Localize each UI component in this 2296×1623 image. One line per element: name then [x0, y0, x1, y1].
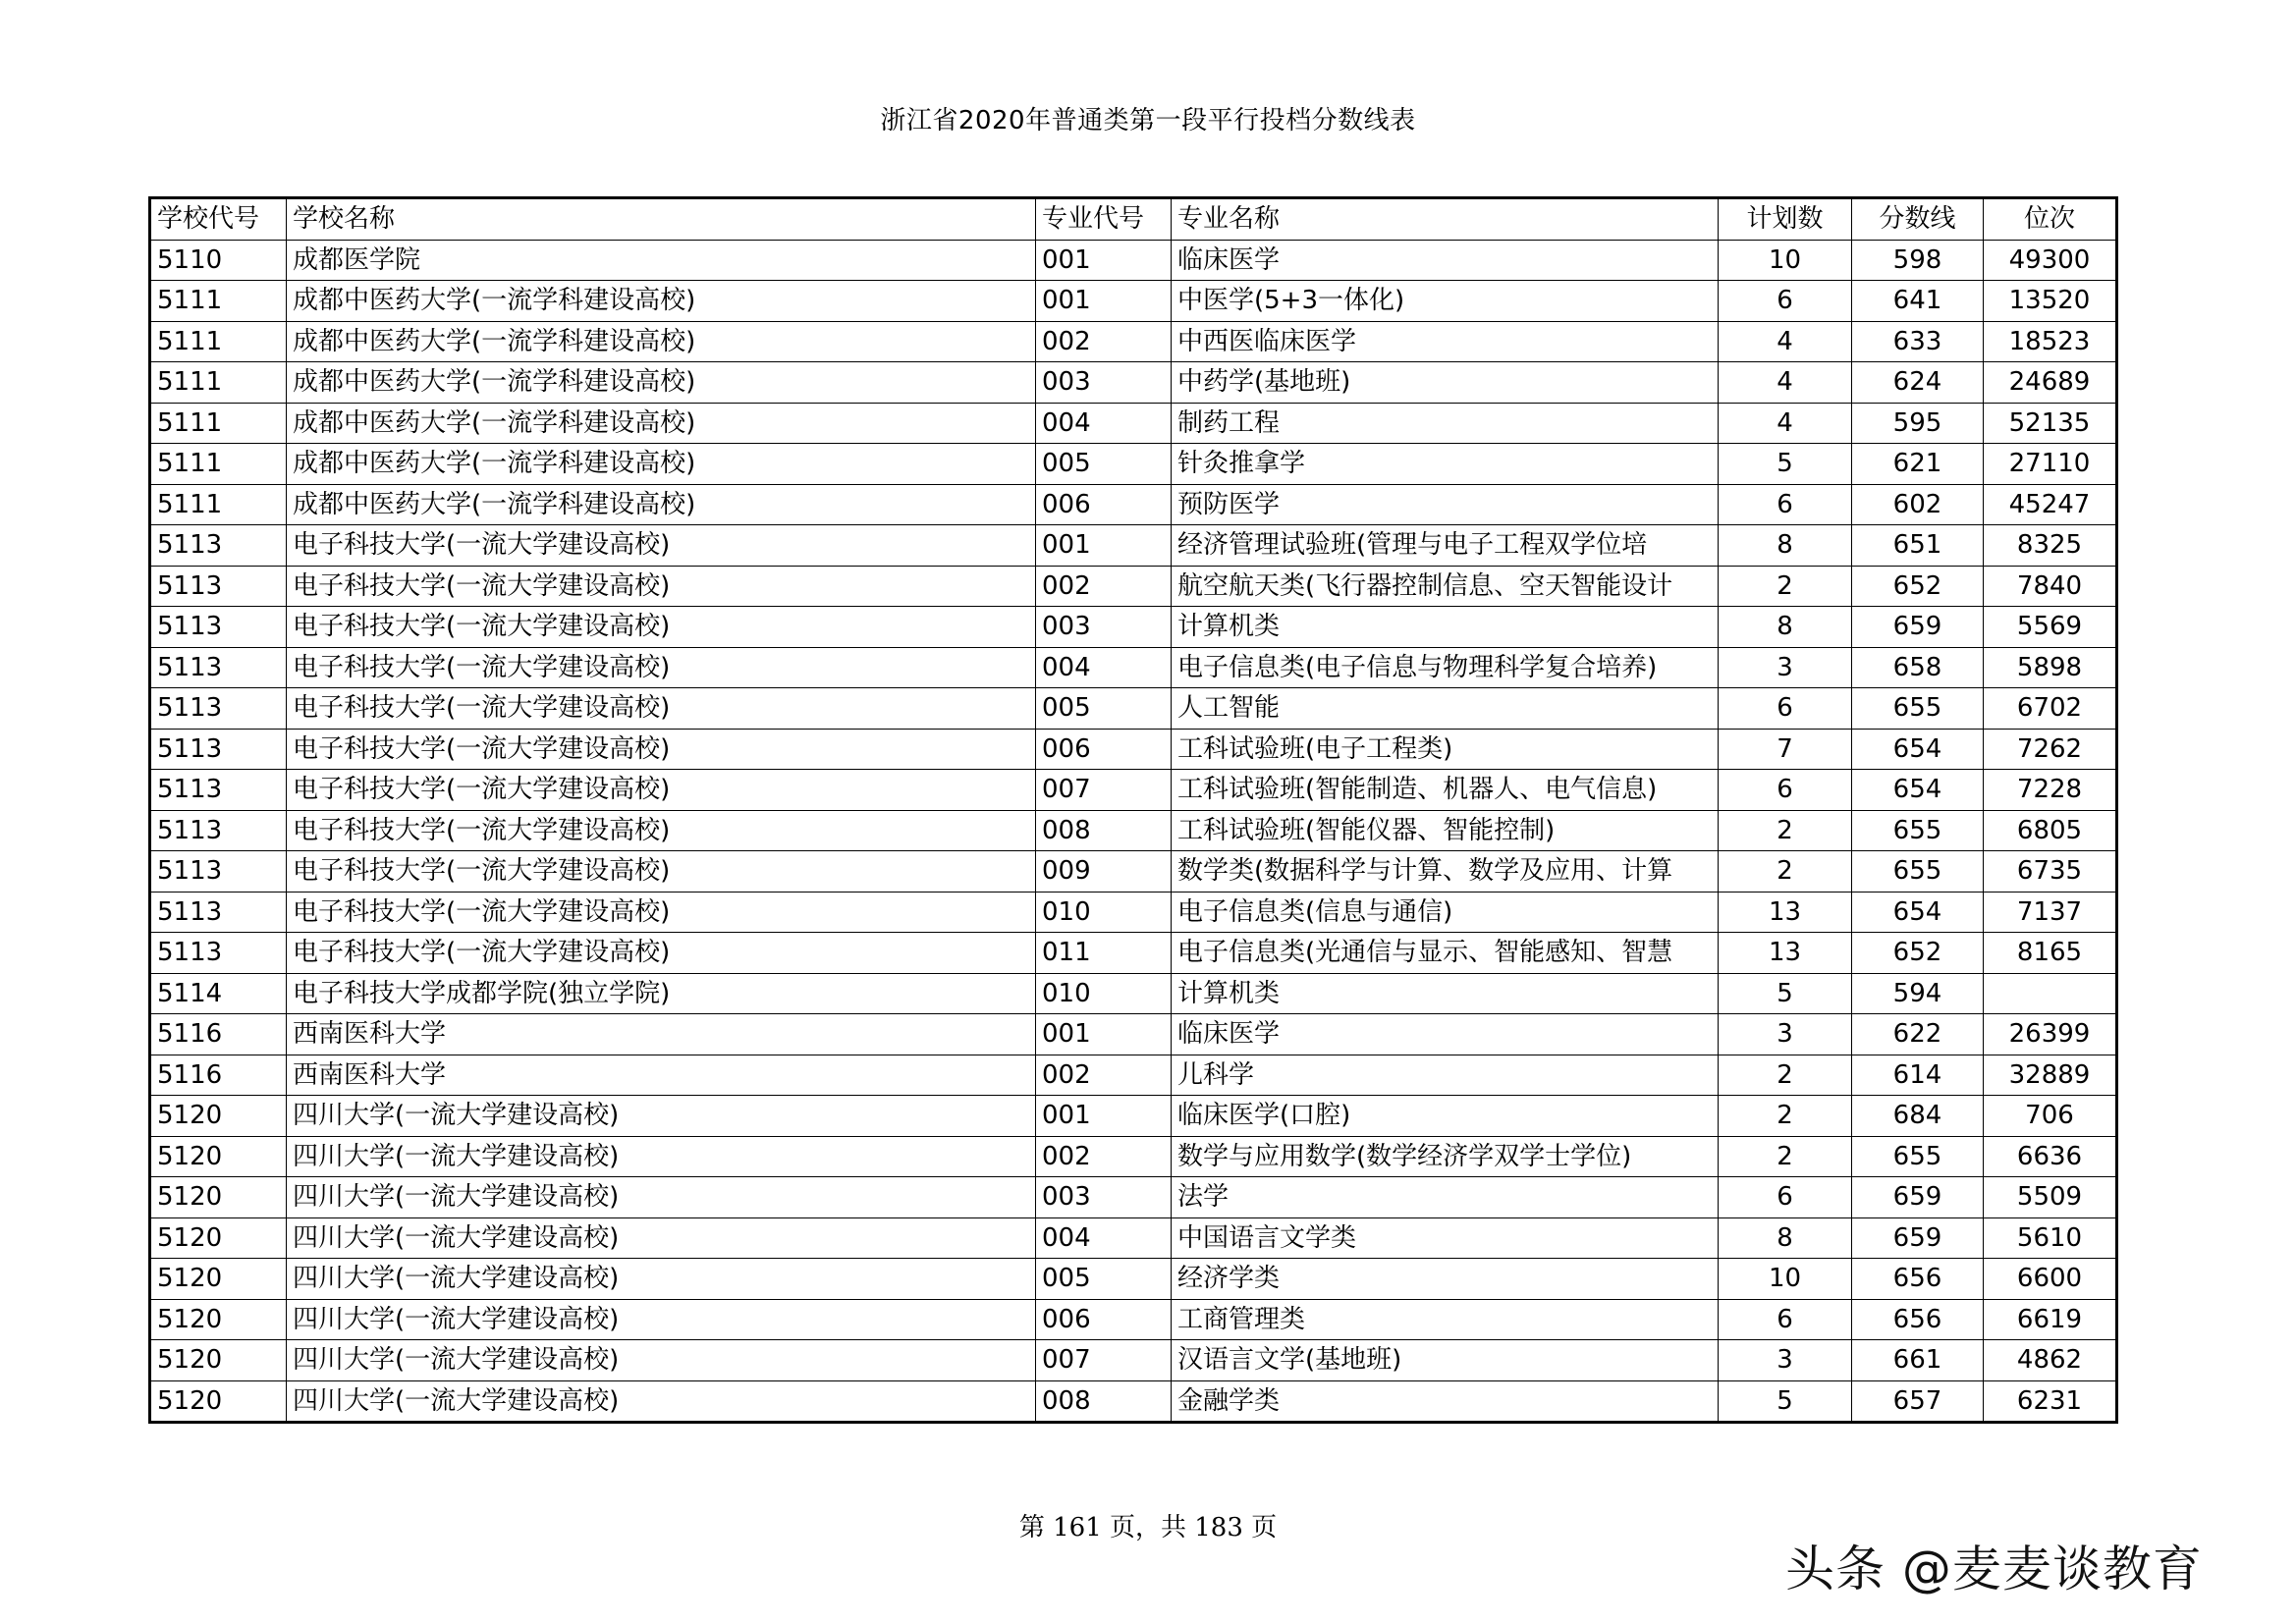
school-name-cell: 四川大学(一流大学建设高校) — [287, 1217, 1036, 1259]
rank-cell: 45247 — [1984, 484, 2117, 525]
school-code-cell: 5113 — [150, 688, 287, 730]
school-name-cell: 电子科技大学(一流大学建设高校) — [287, 729, 1036, 770]
school-code-cell: 5113 — [150, 566, 287, 607]
score-line-cell: 602 — [1852, 484, 1984, 525]
school-name-cell: 电子科技大学成都学院(独立学院) — [287, 973, 1036, 1014]
major-name-cell: 中西医临床医学 — [1172, 321, 1719, 362]
school-code-cell: 5111 — [150, 444, 287, 485]
plan-count-cell: 13 — [1719, 933, 1852, 974]
table-row — [150, 973, 2117, 1014]
school-name-cell: 电子科技大学(一流大学建设高校) — [287, 933, 1036, 974]
rank-cell: 6735 — [1984, 851, 2117, 893]
rank-cell: 6636 — [1984, 1136, 2117, 1177]
school-name-cell: 四川大学(一流大学建设高校) — [287, 1340, 1036, 1381]
column-header-school-code: 学校代号 — [150, 198, 287, 241]
major-name-cell: 计算机类 — [1172, 973, 1719, 1014]
major-name-cell: 电子信息类(信息与通信) — [1172, 892, 1719, 933]
major-name-cell: 经济管理试验班(管理与电子工程双学位培 — [1172, 525, 1719, 567]
rank-cell: 5509 — [1984, 1177, 2117, 1218]
column-header-school-name: 学校名称 — [287, 198, 1036, 241]
rank-cell: 32889 — [1984, 1055, 2117, 1096]
table-row — [150, 484, 2117, 525]
table-row — [150, 240, 2117, 281]
major-name-cell: 电子信息类(光通信与显示、智能感知、智慧 — [1172, 933, 1719, 974]
table-row — [150, 892, 2117, 933]
major-name-cell: 人工智能 — [1172, 688, 1719, 730]
watermark: 头条 @麦麦谈教育 — [1785, 1541, 2203, 1597]
major-code-cell: 006 — [1036, 729, 1172, 770]
school-code-cell: 5113 — [150, 729, 287, 770]
rank-cell: 52135 — [1984, 403, 2117, 444]
rank-cell: 7137 — [1984, 892, 2117, 933]
score-line-cell: 652 — [1852, 566, 1984, 607]
major-code-cell: 002 — [1036, 1055, 1172, 1096]
table-row — [150, 1096, 2117, 1137]
major-name-cell: 金融学类 — [1172, 1380, 1719, 1423]
major-code-cell: 003 — [1036, 607, 1172, 648]
table-row — [150, 525, 2117, 567]
plan-count-cell: 6 — [1719, 484, 1852, 525]
score-line-cell: 658 — [1852, 647, 1984, 688]
page-title: 浙江省2020年普通类第一段平行投档分数线表 — [880, 106, 1416, 135]
score-line-cell: 622 — [1852, 1014, 1984, 1055]
school-name-cell: 电子科技大学(一流大学建设高校) — [287, 892, 1036, 933]
major-name-cell: 法学 — [1172, 1177, 1719, 1218]
rank-cell — [1984, 973, 2117, 1014]
table-row — [150, 688, 2117, 730]
school-name-cell: 电子科技大学(一流大学建设高校) — [287, 525, 1036, 567]
score-line-cell: 641 — [1852, 281, 1984, 322]
school-name-cell: 成都中医药大学(一流学科建设高校) — [287, 281, 1036, 322]
major-code-cell: 004 — [1036, 1217, 1172, 1259]
page-footer: 第 161 页，共 183 页 — [1018, 1513, 1278, 1542]
major-name-cell: 数学类(数据科学与计算、数学及应用、计算 — [1172, 851, 1719, 893]
rank-cell: 6805 — [1984, 810, 2117, 851]
major-code-cell: 005 — [1036, 1259, 1172, 1300]
plan-count-cell: 6 — [1719, 1177, 1852, 1218]
plan-count-cell: 3 — [1719, 1340, 1852, 1381]
major-name-cell: 电子信息类(电子信息与物理科学复合培养) — [1172, 647, 1719, 688]
school-code-cell: 5113 — [150, 933, 287, 974]
table-row — [150, 281, 2117, 322]
table-row — [150, 1340, 2117, 1381]
table-row — [150, 1299, 2117, 1340]
school-code-cell: 5120 — [150, 1136, 287, 1177]
school-code-cell: 5111 — [150, 281, 287, 322]
score-line-cell: 656 — [1852, 1299, 1984, 1340]
school-code-cell: 5120 — [150, 1340, 287, 1381]
score-line-cell: 656 — [1852, 1259, 1984, 1300]
table-row — [150, 607, 2117, 648]
table-row — [150, 729, 2117, 770]
major-name-cell: 制药工程 — [1172, 403, 1719, 444]
school-code-cell: 5113 — [150, 647, 287, 688]
major-code-cell: 008 — [1036, 1380, 1172, 1423]
plan-count-cell: 8 — [1719, 525, 1852, 567]
score-line-cell: 684 — [1852, 1096, 1984, 1137]
school-code-cell: 5120 — [150, 1380, 287, 1423]
rank-cell: 5898 — [1984, 647, 2117, 688]
table-row — [150, 403, 2117, 444]
major-code-cell: 010 — [1036, 892, 1172, 933]
score-line-cell: 652 — [1852, 933, 1984, 974]
major-code-cell: 006 — [1036, 484, 1172, 525]
major-name-cell: 预防医学 — [1172, 484, 1719, 525]
score-line-cell: 594 — [1852, 973, 1984, 1014]
rank-cell: 6702 — [1984, 688, 2117, 730]
school-name-cell: 四川大学(一流大学建设高校) — [287, 1259, 1036, 1300]
table-row — [150, 1055, 2117, 1096]
school-name-cell: 西南医科大学 — [287, 1055, 1036, 1096]
major-name-cell: 中国语言文学类 — [1172, 1217, 1719, 1259]
table-row — [150, 647, 2117, 688]
plan-count-cell: 3 — [1719, 1014, 1852, 1055]
major-code-cell: 001 — [1036, 1096, 1172, 1137]
major-name-cell: 数学与应用数学(数学经济学双学士学位) — [1172, 1136, 1719, 1177]
major-code-cell: 002 — [1036, 566, 1172, 607]
plan-count-cell: 8 — [1719, 607, 1852, 648]
score-line-cell: 595 — [1852, 403, 1984, 444]
school-code-cell: 5111 — [150, 321, 287, 362]
school-name-cell: 电子科技大学(一流大学建设高校) — [287, 607, 1036, 648]
school-name-cell: 电子科技大学(一流大学建设高校) — [287, 566, 1036, 607]
school-code-cell: 5113 — [150, 851, 287, 893]
table-row — [150, 321, 2117, 362]
score-table — [148, 196, 2118, 1424]
plan-count-cell: 8 — [1719, 1217, 1852, 1259]
school-name-cell: 成都中医药大学(一流学科建设高校) — [287, 403, 1036, 444]
rank-cell: 5569 — [1984, 607, 2117, 648]
major-code-cell: 006 — [1036, 1299, 1172, 1340]
school-code-cell: 5111 — [150, 403, 287, 444]
score-line-cell: 659 — [1852, 1177, 1984, 1218]
school-code-cell: 5113 — [150, 892, 287, 933]
table-row — [150, 770, 2117, 811]
major-code-cell: 004 — [1036, 647, 1172, 688]
score-line-cell: 654 — [1852, 770, 1984, 811]
plan-count-cell: 2 — [1719, 566, 1852, 607]
table-row — [150, 1136, 2117, 1177]
table-row — [150, 566, 2117, 607]
major-code-cell: 009 — [1036, 851, 1172, 893]
school-code-cell: 5111 — [150, 362, 287, 404]
major-code-cell: 007 — [1036, 770, 1172, 811]
score-line-cell: 598 — [1852, 240, 1984, 281]
school-name-cell: 成都中医药大学(一流学科建设高校) — [287, 444, 1036, 485]
plan-count-cell: 5 — [1719, 1380, 1852, 1423]
school-name-cell: 西南医科大学 — [287, 1014, 1036, 1055]
column-header-score-line: 分数线 — [1852, 198, 1984, 241]
plan-count-cell: 4 — [1719, 362, 1852, 404]
table-row — [150, 1014, 2117, 1055]
table-row — [150, 851, 2117, 893]
major-name-cell: 工科试验班(智能制造、机器人、电气信息) — [1172, 770, 1719, 811]
major-code-cell: 005 — [1036, 444, 1172, 485]
major-code-cell: 005 — [1036, 688, 1172, 730]
plan-count-cell: 7 — [1719, 729, 1852, 770]
school-name-cell: 电子科技大学(一流大学建设高校) — [287, 851, 1036, 893]
score-line-cell: 657 — [1852, 1380, 1984, 1423]
table-row — [150, 362, 2117, 404]
major-name-cell: 经济学类 — [1172, 1259, 1719, 1300]
plan-count-cell: 2 — [1719, 1096, 1852, 1137]
plan-count-cell: 6 — [1719, 281, 1852, 322]
rank-cell: 18523 — [1984, 321, 2117, 362]
major-code-cell: 001 — [1036, 281, 1172, 322]
rank-cell: 7228 — [1984, 770, 2117, 811]
plan-count-cell: 2 — [1719, 851, 1852, 893]
rank-cell: 8325 — [1984, 525, 2117, 567]
school-code-cell: 5113 — [150, 770, 287, 811]
score-line-cell: 621 — [1852, 444, 1984, 485]
school-code-cell: 5116 — [150, 1014, 287, 1055]
school-name-cell: 四川大学(一流大学建设高校) — [287, 1299, 1036, 1340]
major-code-cell: 007 — [1036, 1340, 1172, 1381]
school-code-cell: 5113 — [150, 607, 287, 648]
school-name-cell: 成都中医药大学(一流学科建设高校) — [287, 321, 1036, 362]
school-code-cell: 5120 — [150, 1096, 287, 1137]
plan-count-cell: 2 — [1719, 810, 1852, 851]
major-code-cell: 001 — [1036, 240, 1172, 281]
rank-cell: 7262 — [1984, 729, 2117, 770]
plan-count-cell: 10 — [1719, 1259, 1852, 1300]
table-row — [150, 1259, 2117, 1300]
score-line-cell: 659 — [1852, 607, 1984, 648]
table-row — [150, 1380, 2117, 1423]
major-code-cell: 002 — [1036, 1136, 1172, 1177]
major-name-cell: 航空航天类(飞行器控制信息、空天智能设计 — [1172, 566, 1719, 607]
rank-cell: 27110 — [1984, 444, 2117, 485]
school-name-cell: 电子科技大学(一流大学建设高校) — [287, 770, 1036, 811]
plan-count-cell: 2 — [1719, 1055, 1852, 1096]
school-name-cell: 四川大学(一流大学建设高校) — [287, 1177, 1036, 1218]
school-code-cell: 5116 — [150, 1055, 287, 1096]
school-name-cell: 成都中医药大学(一流学科建设高校) — [287, 484, 1036, 525]
rank-cell: 6619 — [1984, 1299, 2117, 1340]
major-name-cell: 工商管理类 — [1172, 1299, 1719, 1340]
major-code-cell: 001 — [1036, 525, 1172, 567]
score-line-cell: 633 — [1852, 321, 1984, 362]
score-line-cell: 661 — [1852, 1340, 1984, 1381]
major-code-cell: 001 — [1036, 1014, 1172, 1055]
school-name-cell: 成都医学院 — [287, 240, 1036, 281]
table-row — [150, 1217, 2117, 1259]
score-line-cell: 624 — [1852, 362, 1984, 404]
table-row — [150, 933, 2117, 974]
rank-cell: 4862 — [1984, 1340, 2117, 1381]
major-name-cell: 针灸推拿学 — [1172, 444, 1719, 485]
school-code-cell: 5113 — [150, 810, 287, 851]
school-code-cell: 5111 — [150, 484, 287, 525]
column-header-major-code: 专业代号 — [1036, 198, 1172, 241]
school-code-cell: 5110 — [150, 240, 287, 281]
plan-count-cell: 5 — [1719, 973, 1852, 1014]
plan-count-cell: 6 — [1719, 688, 1852, 730]
school-name-cell: 成都中医药大学(一流学科建设高校) — [287, 362, 1036, 404]
column-header-plan-count: 计划数 — [1719, 198, 1852, 241]
score-line-cell: 655 — [1852, 810, 1984, 851]
score-line-cell: 614 — [1852, 1055, 1984, 1096]
rank-cell: 24689 — [1984, 362, 2117, 404]
major-name-cell: 中医学(5+3一体化) — [1172, 281, 1719, 322]
score-line-cell: 651 — [1852, 525, 1984, 567]
plan-count-cell: 2 — [1719, 1136, 1852, 1177]
table-body — [150, 240, 2117, 1423]
column-header-rank: 位次 — [1984, 198, 2117, 241]
rank-cell: 8165 — [1984, 933, 2117, 974]
rank-cell: 5610 — [1984, 1217, 2117, 1259]
table-row — [150, 444, 2117, 485]
major-name-cell: 汉语言文学(基地班) — [1172, 1340, 1719, 1381]
major-name-cell: 临床医学(口腔) — [1172, 1096, 1719, 1137]
column-header-major-name: 专业名称 — [1172, 198, 1719, 241]
major-code-cell: 010 — [1036, 973, 1172, 1014]
major-code-cell: 008 — [1036, 810, 1172, 851]
table-header-row — [150, 198, 2117, 241]
plan-count-cell: 4 — [1719, 403, 1852, 444]
school-name-cell: 四川大学(一流大学建设高校) — [287, 1136, 1036, 1177]
score-line-cell: 654 — [1852, 892, 1984, 933]
major-name-cell: 工科试验班(电子工程类) — [1172, 729, 1719, 770]
score-line-cell: 654 — [1852, 729, 1984, 770]
major-name-cell: 工科试验班(智能仪器、智能控制) — [1172, 810, 1719, 851]
major-code-cell: 003 — [1036, 362, 1172, 404]
rank-cell: 26399 — [1984, 1014, 2117, 1055]
school-name-cell: 电子科技大学(一流大学建设高校) — [287, 688, 1036, 730]
school-code-cell: 5113 — [150, 525, 287, 567]
major-name-cell: 计算机类 — [1172, 607, 1719, 648]
school-code-cell: 5120 — [150, 1299, 287, 1340]
rank-cell: 706 — [1984, 1096, 2117, 1137]
plan-count-cell: 6 — [1719, 1299, 1852, 1340]
major-name-cell: 临床医学 — [1172, 1014, 1719, 1055]
school-name-cell: 电子科技大学(一流大学建设高校) — [287, 810, 1036, 851]
major-code-cell: 004 — [1036, 403, 1172, 444]
major-name-cell: 中药学(基地班) — [1172, 362, 1719, 404]
plan-count-cell: 6 — [1719, 770, 1852, 811]
rank-cell: 49300 — [1984, 240, 2117, 281]
school-name-cell: 四川大学(一流大学建设高校) — [287, 1380, 1036, 1423]
score-line-cell: 659 — [1852, 1217, 1984, 1259]
school-name-cell: 四川大学(一流大学建设高校) — [287, 1096, 1036, 1137]
rank-cell: 13520 — [1984, 281, 2117, 322]
school-code-cell: 5120 — [150, 1259, 287, 1300]
school-code-cell: 5120 — [150, 1177, 287, 1218]
major-name-cell: 儿科学 — [1172, 1055, 1719, 1096]
plan-count-cell: 5 — [1719, 444, 1852, 485]
major-code-cell: 002 — [1036, 321, 1172, 362]
major-name-cell: 临床医学 — [1172, 240, 1719, 281]
score-line-cell: 655 — [1852, 688, 1984, 730]
school-code-cell: 5114 — [150, 973, 287, 1014]
table-row — [150, 810, 2117, 851]
rank-cell: 7840 — [1984, 566, 2117, 607]
table-row — [150, 1177, 2117, 1218]
rank-cell: 6231 — [1984, 1380, 2117, 1423]
plan-count-cell: 3 — [1719, 647, 1852, 688]
score-line-cell: 655 — [1852, 851, 1984, 893]
plan-count-cell: 4 — [1719, 321, 1852, 362]
plan-count-cell: 13 — [1719, 892, 1852, 933]
score-line-cell: 655 — [1852, 1136, 1984, 1177]
plan-count-cell: 10 — [1719, 240, 1852, 281]
major-code-cell: 003 — [1036, 1177, 1172, 1218]
school-name-cell: 电子科技大学(一流大学建设高校) — [287, 647, 1036, 688]
major-code-cell: 011 — [1036, 933, 1172, 974]
school-code-cell: 5120 — [150, 1217, 287, 1259]
rank-cell: 6600 — [1984, 1259, 2117, 1300]
